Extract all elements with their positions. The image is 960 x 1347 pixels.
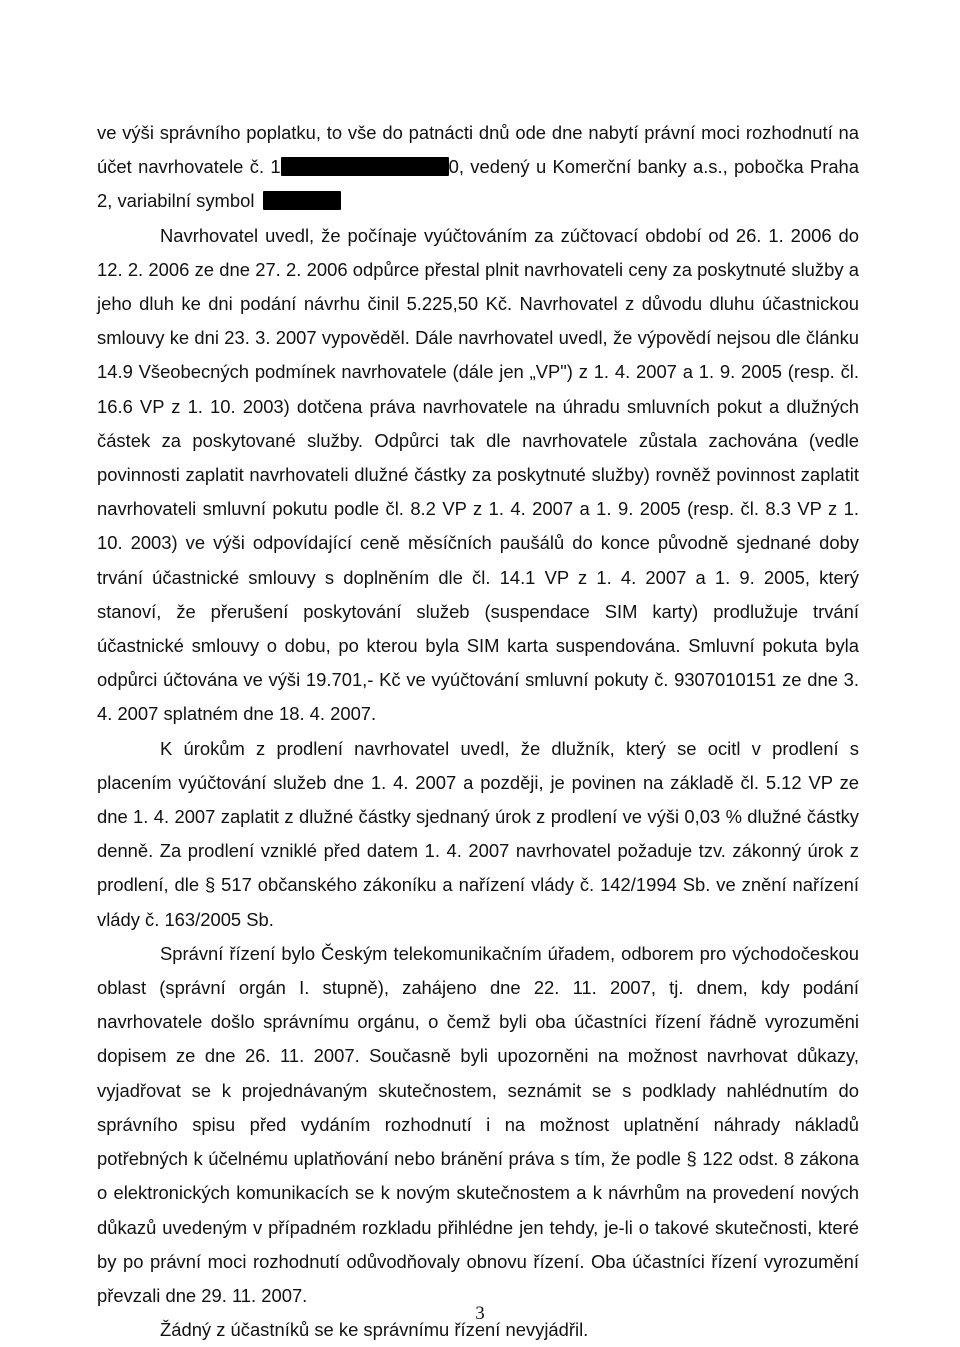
paragraph-text: Správní řízení bylo Českým telekomunikačním úřadem, odborem pro východočeskou oblast (správní orgán I. stupně), zahájeno dne 22. 11. 2007, tj. dnem, kdy podání navrhovatele došlo správnímu orgánu, o čemž byli oba účastníci řízení řádně vyrozuměni dopisem ze dne 26. 11. 2007. Současně byli upozorněni na možnost navrhovat důkazy, vyjadřovat se k projednávaným skutečnostem, seznámit se s podklady nahlédnutím do správního spisu před vydáním rozhodnutí i na možnost uplatnění náhrady nákladů potřebných k účelnému uplatňování nebo bránění práva s tím, že podle § 122 odst. 8 zákona o elektronických komunikacích se k novým skutečnostem a k návrhům na provedení nových důkazů uvedeným v případném rozkladu přihlédne jen tehdy, je-li o takové skutečnosti, které by po právní moci rozhodnutí odůvodňovaly obnovu řízení. Oba účastníci řízení vyrozumění převzali dne 29. 11. 2007.: [97, 942, 859, 1306]
paragraph: [97, 732, 859, 937]
paragraph-text: ve výši správního poplatku, to vše do patnácti dnů ode dne nabytí právní moci rozhodnutí na účet navrhovatele č. 1: [97, 122, 859, 178]
document-body: [97, 116, 859, 1347]
page-number: 3: [475, 1303, 485, 1324]
paragraph: [97, 937, 859, 1313]
redaction-block: [263, 191, 341, 210]
paragraph: [97, 116, 859, 219]
paragraph-text: K úrokům z prodlení navrhovatel uvedl, že dlužník, který se ocitl v prodlení s placením vyúčtování služeb dne 1. 4. 2007 a později, je povinen na základě čl. 5.12 VP ze dne 1. 4. 2007 zaplatit z dlužné částky sjednaný úrok z prodlení ve výši 0,03 % dlužné částky denně. Za prodlení vzniklé před datem 1. 4. 2007 navrhovatel požaduje tzv. zákonný úrok z prodlení, dle § 517 občanského zákoníku a nařízení vlády č. 142/1994 Sb. ve znění nařízení vlády č. 163/2005 Sb.: [97, 737, 859, 930]
paragraph-text: Žádný z účastníků se ke správnímu řízení nevyjádřil.: [160, 1319, 589, 1341]
paragraph: [97, 219, 859, 732]
redaction-block: [281, 157, 449, 176]
paragraph-text: Navrhovatel uvedl, že počínaje vyúčtováním za zúčtovací období od 26. 1. 2006 do 12. 2. 2006 ze dne 27. 2. 2006 odpůrce přestal plnit navrhovateli ceny za poskytnuté služby a jeho dluh ke dni podání návrhu činil 5.225,50 Kč. Navrhovatel z důvodu dluhu účastnickou smlouvy ke dni 23. 3. 2007 vypověděl. Dále navrhovatel uvedl, že výpovědí nejsou dle článku 14.9 Všeobecných podmínek navrhovatele (dále jen „VP") z 1. 4. 2007 a 1. 9. 2005 (resp. čl. 16.6 VP z 1. 10. 2003) dotčena práva navrhovatele na úhradu smluvních pokut a dlužných částek za poskytované služby. Odpůrci tak dle navrhovatele zůstala zachována (vedle povinnosti zaplatit navrhovateli dlužné částky za poskytnuté služby) rovněž povinnost zaplatit navrhovateli smluvní pokutu podle čl. 8.2 VP z 1. 4. 2007 a 1. 9. 2005 (resp. čl. 8.3 VP z 1. 10. 2003) ve výši odpovídající ceně měsíčních paušálů do konce původně sjednané doby trvání účastnické smlouvy s doplněním dle čl. 14.1 VP z 1. 4. 2007 a 1. 9. 2005, který stanoví, že přerušení poskytování služeb (suspendace SIM karty) prodlužuje trvání účastnické smlouvy o dobu, po kterou byla SIM karta suspendována. Smluvní pokuta byla odpůrci účtována ve výši 19.701,- Kč ve vyúčtování smluvní pokuty č. 9307010151 ze dne 3. 4. 2007 splatném dne 18. 4. 2007.: [97, 224, 859, 725]
paragraph-text: 0, vedený u Komerční banky a.s., pobočka Praha 2, variabilní symbol: [97, 156, 859, 212]
